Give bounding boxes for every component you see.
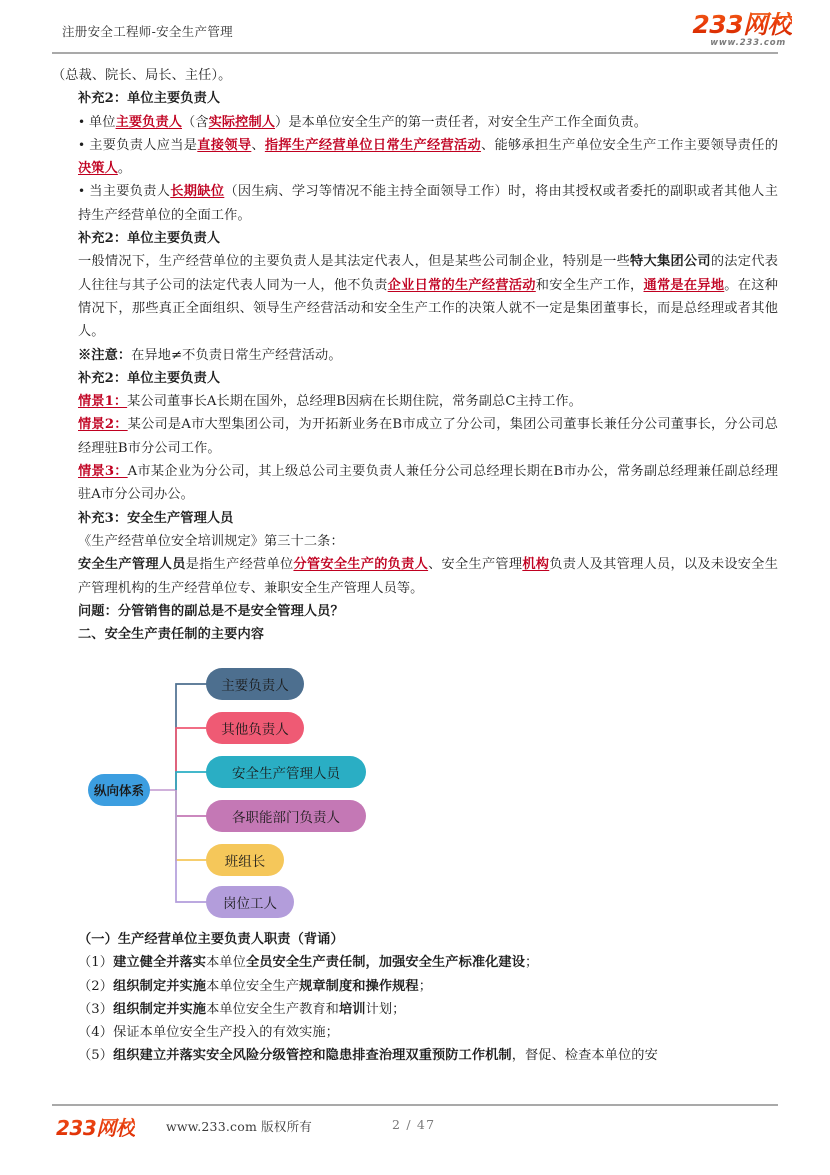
emphasis-red: 指挥生产经营单位日常生产经营活动 (264, 137, 482, 153)
emphasis-red: 主要负责人 (115, 114, 183, 130)
heading-supplement-3: 补充3：安全生产管理人员 (78, 510, 234, 526)
scenario-2: 情景2：某公司是A市大型集团公司，为开拓新业务在B市成立了分公司，集团公司董事长兼任分公司董事长，分公司总经理驻B市分公司工作。 (78, 417, 778, 456)
mindmap-node-label: 岗位工人 (223, 896, 277, 912)
mindmap-node-5[interactable] (206, 886, 294, 918)
header-divider (52, 52, 778, 54)
page-footer (0, 1098, 830, 1158)
bullet-dot: • (78, 137, 86, 152)
duty-number: （5） (78, 1048, 114, 1064)
bullet-item-3: • 当主要负责人长期缺位（因生病、学习等情况不能主持全面领导工作）时，将由其授权或者委托的副职或者其他人主持生产经营单位的全面工作。 (52, 180, 778, 227)
scenario-label: 情景3： (78, 464, 128, 480)
subsection-title: （一）生产经营单位主要负责人职责（背诵） (78, 932, 344, 947)
emphasis-red: 长期缺位 (170, 184, 225, 200)
bullet-item-2: • 主要负责人应当是直接领导、指挥生产经营单位日常生产经营活动、能够承担生产单位安全生产工作主要领导责任的决策人。 (52, 134, 778, 181)
regulation-definition: 安全生产管理人员是指生产经营单位分管安全生产的负责人、安全生产管理机构负责人及其管理人员，以及未设安全生产管理机构的生产经营单位专、兼职安全生产管理人员等。 (78, 557, 778, 596)
mindmap-root-node[interactable] (88, 774, 150, 806)
brand-logo-url: www.233.com (710, 38, 786, 48)
duty-item-1: （1）建立健全并落实本单位全员安全生产责任制，加强安全生产标准化建设； (78, 955, 539, 971)
heading-supplement-2c: 补充2：单位主要负责人 (78, 370, 221, 386)
footer-divider (52, 1104, 778, 1106)
duty-number: （1） (78, 955, 114, 971)
bullet-dot: • (78, 114, 86, 129)
copyright-text: www.233.com 版权所有 (166, 1119, 312, 1134)
scenario-1: 情景1：某公司董事长A长期在国外，总经理B因病在长期住院，常务副总C主持工作。 (78, 394, 582, 410)
mindmap-node-label: 各职能部门负责人 (232, 810, 340, 826)
paragraph-general-case: 一般情况下，生产经营单位的主要负责人是其法定代表人，但是某些公司制企业，特别是一些特大集团公司的法定代表人往往与其子公司的法定代表人同为一人，他不负责企业日常的生产经营活动和安全生产工作，通常是在异地。在这种情况下，那些真正全面组织、领导生产经营活动和安全生产工作的决策人就不一定是集团董事长，而是总经理或者其他人。 (78, 254, 778, 340)
duty-number: （4） (78, 1025, 114, 1041)
duty-item-5: （5）组织建立并落实安全风险分级管控和隐患排查治理双重预防工作机制，督促、检查本单位的安 (78, 1048, 658, 1064)
page-number: 2 / 47 (392, 1117, 436, 1132)
heading-supplement-2b: 补充2：单位主要负责人 (78, 231, 221, 247)
bullet-item-1: • 单位主要负责人（含实际控制人）是本单位安全生产的第一责任者，对安全生产工作全面负责。 (52, 111, 778, 134)
mindmap-node-label: 其他负责人 (221, 722, 289, 738)
emphasis-bold: 规章制度和操作规程 (299, 978, 419, 994)
paragraph-continuation: （总裁、院长、局长、主任）。 (52, 68, 232, 83)
emphasis-bold: 组织建立并落实安全风险分级管控和隐患排查治理双重预防工作机制 (113, 1048, 512, 1064)
emphasis-bold: 建立健全并落实 (113, 955, 207, 971)
mindmap-node-2[interactable] (206, 756, 366, 788)
emphasis-bold: 组织制定并实施 (113, 978, 207, 994)
emphasis-bold: 组织制定并实施 (113, 1001, 207, 1017)
duty-item-3: （3）组织制定并实施本单位安全生产教育和培训计划； (78, 1001, 406, 1017)
document-content-lower (52, 928, 778, 1068)
scenario-label: 情景2： (78, 417, 128, 433)
brand-logo-footer: 233网校 (56, 1112, 135, 1141)
mindmap-node-label: 班组长 (224, 854, 266, 870)
scenario-label: 情景1： (78, 394, 128, 410)
header-title: 注册安全工程师-安全生产管理 (62, 24, 233, 39)
emphasis-red: 通常是在异地 (643, 277, 725, 293)
emphasis-red: 决策人 (78, 161, 118, 177)
mindmap-root-label: 纵向体系 (93, 783, 144, 798)
heading-supplement-2a: 补充2：单位主要负责人 (78, 91, 221, 107)
mindmap-node-1[interactable] (206, 712, 304, 744)
duty-number: （2） (78, 978, 114, 994)
emphasis-red: 企业日常的生产经营活动 (387, 277, 536, 293)
note-label: ※注意： (78, 347, 132, 363)
emphasis-red: 机构 (522, 557, 550, 573)
duty-item-4: （4）保证本单位安全生产投入的有效实施； (78, 1025, 339, 1041)
brand-logo-text: 233网校 (692, 10, 792, 39)
regulation-citation: 《生产经营单位安全培训规定》第三十二条： (78, 533, 344, 549)
brand-logo-header (660, 12, 792, 50)
mindmap-node-3[interactable] (206, 800, 366, 832)
mindmap-node-label: 安全生产管理人员 (232, 766, 340, 782)
emphasis-red: 直接领导 (197, 137, 252, 153)
vertical-system-mindmap (88, 662, 398, 920)
mindmap-node-4[interactable] (206, 844, 284, 876)
emphasis-bold: 培训 (338, 1001, 366, 1017)
duty-item-2: （2）组织制定并实施本单位安全生产规章制度和操作规程； (78, 978, 432, 994)
scenario-3: 情景3：A市某企业为分公司，其上级总公司主要负责人兼任分公司总经理长期在B市办公，常务副总经理兼任副总经理驻A市分公司办公。 (78, 464, 778, 503)
emphasis-bold: 特大集团公司 (630, 254, 711, 270)
question-line: 问题：分管销售的副总是不是安全管理人员？ (78, 603, 344, 619)
emphasis-bold: 安全生产管理人员 (78, 557, 186, 573)
mindmap-node-0[interactable] (206, 668, 304, 700)
heading-section-two: 二、安全生产责任制的主要内容 (78, 627, 265, 643)
mindmap-node-label: 主要负责人 (221, 678, 289, 694)
emphasis-bold: 全员安全生产责任制，加强安全生产标准化建设 (245, 955, 526, 971)
bullet-dot: • (78, 184, 86, 199)
duty-number: （3） (78, 1001, 114, 1017)
note-line: ※注意：在异地≠不负责日常生产经营活动。 (78, 347, 342, 363)
page-header (0, 0, 830, 58)
document-content (52, 64, 778, 646)
emphasis-red: 实际控制人 (208, 114, 276, 130)
emphasis-red: 分管安全生产的负责人 (293, 557, 429, 573)
